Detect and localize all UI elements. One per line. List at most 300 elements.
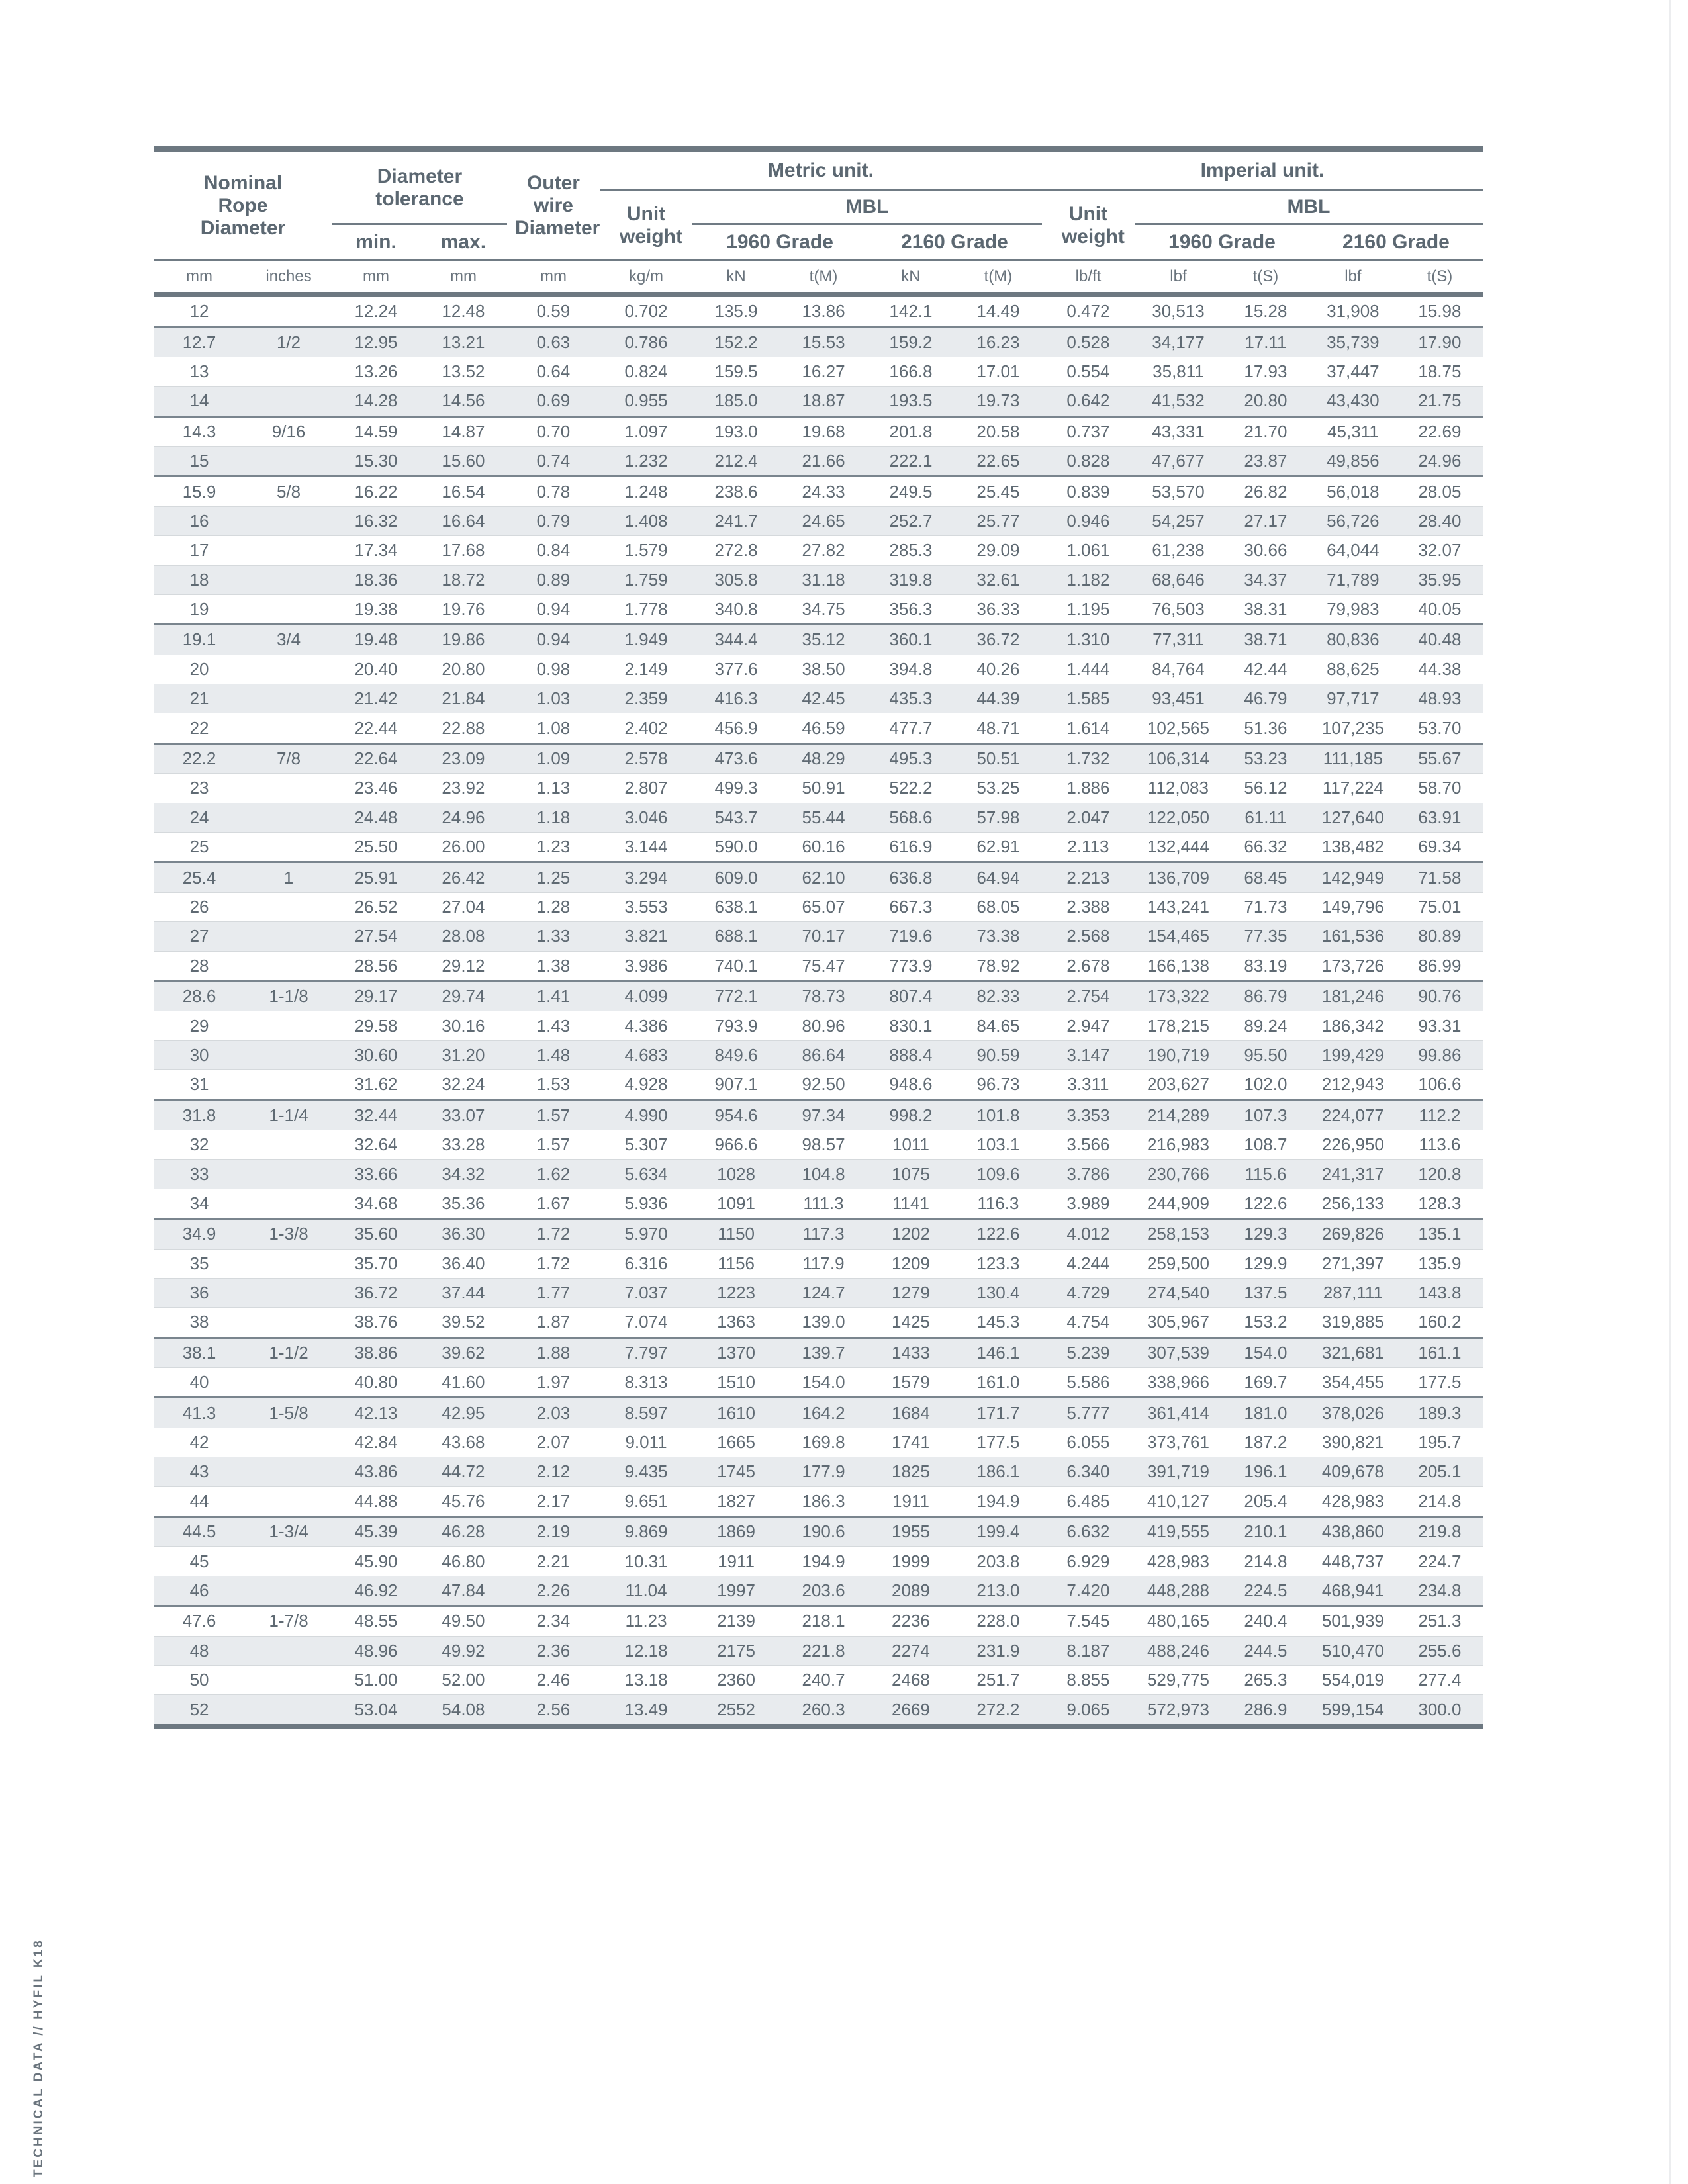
table-cell: 34 (154, 1189, 245, 1218)
table-cell: 55.44 (780, 803, 867, 832)
table-cell: 90.59 (955, 1040, 1042, 1069)
table-cell: 2089 (867, 1576, 955, 1606)
table-cell: 1741 (867, 1428, 955, 1457)
table-cell: 12.7 (154, 327, 245, 357)
table-cell: 244.5 (1222, 1636, 1309, 1665)
table-cell: 1.77 (507, 1278, 600, 1307)
table-cell: 1999 (867, 1547, 955, 1576)
table-cell (245, 684, 332, 713)
table-cell: 46.92 (332, 1576, 420, 1606)
table-cell (245, 1189, 332, 1218)
table-cell: 102,565 (1135, 713, 1222, 743)
table-cell: 19.68 (780, 416, 867, 446)
table-cell: 23 (154, 774, 245, 803)
table-cell: 101.8 (955, 1100, 1042, 1130)
table-cell: 0.69 (507, 387, 600, 416)
table-cell (245, 803, 332, 832)
table-cell: 1075 (867, 1160, 955, 1189)
table-cell: 205.4 (1222, 1486, 1309, 1516)
table-cell: 107.3 (1222, 1100, 1309, 1130)
tolerance-max-header: max. (440, 231, 487, 253)
table-cell: 8.855 (1042, 1665, 1135, 1694)
table-cell: 196.1 (1222, 1457, 1309, 1486)
table-cell: 3.147 (1042, 1040, 1135, 1069)
table-cell: 1363 (692, 1308, 780, 1338)
table-cell: 50.51 (955, 743, 1042, 773)
table-cell: 64,044 (1309, 536, 1397, 565)
table-cell: 54,257 (1135, 506, 1222, 535)
table-cell: 16.27 (780, 357, 867, 386)
table-cell: 16 (154, 506, 245, 535)
table-cell: 43 (154, 1457, 245, 1486)
table-cell: 849.6 (692, 1040, 780, 1069)
table-cell: 84,764 (1135, 655, 1222, 684)
table-cell: 9.065 (1042, 1695, 1135, 1727)
table-cell: 2.213 (1042, 862, 1135, 892)
table-cell (245, 1249, 332, 1278)
unit-cell: t(M) (955, 261, 1042, 295)
table-cell: 86.64 (780, 1040, 867, 1069)
table-cell: 1.43 (507, 1011, 600, 1040)
table-cell: 3.821 (600, 922, 692, 951)
table-cell: 28.40 (1397, 506, 1483, 535)
table-row (154, 774, 1483, 803)
table-cell: 15.28 (1222, 295, 1309, 327)
table-cell: 84.65 (955, 1011, 1042, 1040)
table-cell: 27 (154, 922, 245, 951)
table-cell: 1.579 (600, 536, 692, 565)
table-cell: 77.35 (1222, 922, 1309, 951)
table-cell: 13.86 (780, 295, 867, 327)
table-cell: 22.69 (1397, 416, 1483, 446)
table-cell: 1091 (692, 1189, 780, 1218)
table-row (154, 922, 1483, 951)
table-cell: 56,726 (1309, 506, 1397, 535)
table-cell: 1.732 (1042, 743, 1135, 773)
table-cell: 6.929 (1042, 1547, 1135, 1576)
table-cell: 159.5 (692, 357, 780, 386)
table-cell: 3.046 (600, 803, 692, 832)
table-cell: 12.48 (420, 295, 507, 327)
table-cell: 53.04 (332, 1695, 420, 1727)
table-cell: 448,737 (1309, 1547, 1397, 1576)
metric-grade-2160-header: 2160 Grade (901, 231, 1008, 253)
table-cell: 1.87 (507, 1308, 600, 1338)
table-cell: 29.58 (332, 1011, 420, 1040)
table-cell: 0.472 (1042, 295, 1135, 327)
table-cell: 42.44 (1222, 655, 1309, 684)
table-cell: 149,796 (1309, 892, 1397, 921)
table-cell: 177.5 (955, 1428, 1042, 1457)
table-row (154, 295, 1483, 327)
table-cell: 1.97 (507, 1368, 600, 1398)
table-cell: 68,646 (1135, 565, 1222, 594)
table-cell: 1.759 (600, 565, 692, 594)
table-cell: 143,241 (1135, 892, 1222, 921)
unit-cell: t(S) (1222, 261, 1309, 295)
table-cell: 30.60 (332, 1040, 420, 1069)
table-cell: 34.68 (332, 1189, 420, 1218)
table-cell: 2.03 (507, 1398, 600, 1428)
table-row (154, 1636, 1483, 1665)
table-cell: 272.2 (955, 1695, 1042, 1727)
table-cell: 213.0 (955, 1576, 1042, 1606)
table-row (154, 655, 1483, 684)
table-cell: 138,482 (1309, 833, 1397, 862)
table-cell: 554,019 (1309, 1665, 1397, 1694)
table-cell: 49.50 (420, 1606, 507, 1636)
table-cell: 9.011 (600, 1428, 692, 1457)
table-cell: 340.8 (692, 594, 780, 624)
table-cell: 186.1 (955, 1457, 1042, 1486)
table-row (154, 1011, 1483, 1040)
table-cell: 488,246 (1135, 1636, 1222, 1665)
table-cell: 1.72 (507, 1219, 600, 1249)
table-cell: 419,555 (1135, 1517, 1222, 1547)
table-cell: 1.33 (507, 922, 600, 951)
table-row (154, 625, 1483, 655)
table-cell: 6.340 (1042, 1457, 1135, 1486)
imperial-grade-1960-header: 1960 Grade (1168, 231, 1276, 253)
table-cell: 1202 (867, 1219, 955, 1249)
table-cell: 26.52 (332, 892, 420, 921)
table-cell: 194.9 (955, 1486, 1042, 1516)
table-cell (245, 536, 332, 565)
table-header (154, 152, 1483, 295)
imperial-mbl-header: MBL (1135, 191, 1483, 224)
table-cell: 16.32 (332, 506, 420, 535)
table-cell: 117.3 (780, 1219, 867, 1249)
table-row (154, 743, 1483, 773)
table-cell: 0.955 (600, 387, 692, 416)
table-cell: 2360 (692, 1665, 780, 1694)
table-cell: 241.7 (692, 506, 780, 535)
table-row (154, 1457, 1483, 1486)
table-cell: 688.1 (692, 922, 780, 951)
table-cell: 190,719 (1135, 1040, 1222, 1069)
table-cell: 1-7/8 (245, 1606, 332, 1636)
table-cell: 108.7 (1222, 1130, 1309, 1159)
table-cell: 203.8 (955, 1547, 1042, 1576)
table-cell: 1.061 (1042, 536, 1135, 565)
table-cell: 137.5 (1222, 1278, 1309, 1307)
table-top-rule (154, 146, 1483, 152)
table-cell (245, 357, 332, 386)
table-cell: 30.16 (420, 1011, 507, 1040)
table-cell: 5.634 (600, 1160, 692, 1189)
table-cell: 20.80 (420, 655, 507, 684)
table-cell: 300.0 (1397, 1695, 1483, 1727)
table-cell: 3.311 (1042, 1070, 1135, 1100)
table-cell: 47.84 (420, 1576, 507, 1606)
table-cell: 2.113 (1042, 833, 1135, 862)
table-cell: 599,154 (1309, 1695, 1397, 1727)
table-cell: 41.60 (420, 1368, 507, 1398)
table-cell: 75.47 (780, 951, 867, 981)
table-cell: 44.72 (420, 1457, 507, 1486)
table-cell: 122,050 (1135, 803, 1222, 832)
table-cell: 28.6 (154, 981, 245, 1011)
table-cell: 448,288 (1135, 1576, 1222, 1606)
table-cell: 361,414 (1135, 1398, 1222, 1428)
table-cell (245, 774, 332, 803)
table-cell: 409,678 (1309, 1457, 1397, 1486)
table-cell (245, 1011, 332, 1040)
table-cell: 51.36 (1222, 713, 1309, 743)
table-cell: 48.96 (332, 1636, 420, 1665)
table-cell: 28.56 (332, 951, 420, 981)
table-cell: 1.248 (600, 477, 692, 506)
table-cell: 240.7 (780, 1665, 867, 1694)
table-cell: 2.754 (1042, 981, 1135, 1011)
table-cell: 2669 (867, 1695, 955, 1727)
table-cell: 123.3 (955, 1249, 1042, 1278)
table-cell: 21.70 (1222, 416, 1309, 446)
table-cell: 271,397 (1309, 1249, 1397, 1278)
metric-unit-weight-header: Unit weight (620, 203, 682, 248)
table-cell: 154,465 (1135, 922, 1222, 951)
table-cell: 166,138 (1135, 951, 1222, 981)
table-cell: 181,246 (1309, 981, 1397, 1011)
table-cell: 24.48 (332, 803, 420, 832)
table-cell: 106.6 (1397, 1070, 1483, 1100)
table-cell: 135.9 (692, 295, 780, 327)
table-row (154, 951, 1483, 981)
table-cell: 0.63 (507, 327, 600, 357)
table-cell: 116.3 (955, 1189, 1042, 1218)
table-cell: 2.678 (1042, 951, 1135, 981)
table-cell: 2.402 (600, 713, 692, 743)
table-cell: 22.64 (332, 743, 420, 773)
table-cell: 173,322 (1135, 981, 1222, 1011)
table-cell: 28.08 (420, 922, 507, 951)
table-cell: 260.3 (780, 1695, 867, 1727)
table-cell: 1911 (692, 1547, 780, 1576)
table-cell: 807.4 (867, 981, 955, 1011)
table-cell: 53,570 (1135, 477, 1222, 506)
table-cell: 53.23 (1222, 743, 1309, 773)
imperial-unit-weight-header: Unit weight (1061, 203, 1125, 248)
table-cell: 135.9 (1397, 1249, 1483, 1278)
table-cell: 8.187 (1042, 1636, 1135, 1665)
table-cell: 1141 (867, 1189, 955, 1218)
table-cell (245, 951, 332, 981)
table-cell: 0.946 (1042, 506, 1135, 535)
table-cell: 53.25 (955, 774, 1042, 803)
unit-cell: t(S) (1397, 261, 1483, 295)
table-cell: 117.9 (780, 1249, 867, 1278)
unit-cell: lbf (1309, 261, 1397, 295)
table-cell: 4.754 (1042, 1308, 1135, 1338)
table-cell: 1-1/8 (245, 981, 332, 1011)
table-cell: 616.9 (867, 833, 955, 862)
table-cell: 480,165 (1135, 1606, 1222, 1636)
table-cell: 1.585 (1042, 684, 1135, 713)
table-cell: 1.444 (1042, 655, 1135, 684)
table-cell: 45.39 (332, 1517, 420, 1547)
table-cell: 40.48 (1397, 625, 1483, 655)
table-cell: 39.52 (420, 1308, 507, 1338)
unit-cell: kN (867, 261, 955, 295)
table-cell: 29.74 (420, 981, 507, 1011)
table-cell: 456.9 (692, 713, 780, 743)
table-cell: 772.1 (692, 981, 780, 1011)
table-cell: 62.91 (955, 833, 1042, 862)
unit-cell: t(M) (780, 261, 867, 295)
table-row (154, 833, 1483, 862)
table-cell: 4.928 (600, 1070, 692, 1100)
table-cell: 0.59 (507, 295, 600, 327)
table-cell: 71.73 (1222, 892, 1309, 921)
table-cell: 34,177 (1135, 327, 1222, 357)
table-cell: 18 (154, 565, 245, 594)
table-cell: 83.19 (1222, 951, 1309, 981)
table-cell (245, 922, 332, 951)
table-cell: 80.96 (780, 1011, 867, 1040)
table-cell: 86.79 (1222, 981, 1309, 1011)
table-cell: 305.8 (692, 565, 780, 594)
table-cell: 43.68 (420, 1428, 507, 1457)
table-cell: 25.77 (955, 506, 1042, 535)
units-row (154, 261, 1483, 295)
page-edge (1669, 0, 1671, 2184)
table-cell: 394.8 (867, 655, 955, 684)
unit-cell: inches (245, 261, 332, 295)
table-cell: 259,500 (1135, 1249, 1222, 1278)
table-cell (245, 892, 332, 921)
table-cell: 46 (154, 1576, 245, 1606)
table-cell: 256,133 (1309, 1189, 1397, 1218)
table-cell: 216,983 (1135, 1130, 1222, 1159)
table-cell: 3.294 (600, 862, 692, 892)
table-cell: 171.7 (955, 1398, 1042, 1428)
table-cell: 13 (154, 357, 245, 386)
table-cell (245, 565, 332, 594)
table-cell: 15.30 (332, 446, 420, 476)
table-cell: 66.32 (1222, 833, 1309, 862)
table-cell: 377.6 (692, 655, 780, 684)
table-cell: 38.71 (1222, 625, 1309, 655)
table-cell: 251.7 (955, 1665, 1042, 1694)
table-cell (245, 387, 332, 416)
table-cell: 1-1/2 (245, 1338, 332, 1367)
table-cell: 7.074 (600, 1308, 692, 1338)
table-cell: 88,625 (1309, 655, 1397, 684)
table-cell: 33 (154, 1160, 245, 1189)
table-cell: 40 (154, 1368, 245, 1398)
table-cell: 19.73 (955, 387, 1042, 416)
table-cell: 28.05 (1397, 477, 1483, 506)
table-cell: 20.40 (332, 655, 420, 684)
table-cell: 226,950 (1309, 1130, 1397, 1159)
table-cell: 590.0 (692, 833, 780, 862)
table-cell: 49.92 (420, 1636, 507, 1665)
table-cell: 1.09 (507, 743, 600, 773)
table-cell: 181.0 (1222, 1398, 1309, 1428)
table-cell: 373,761 (1135, 1428, 1222, 1457)
unit-cell: kN (692, 261, 780, 295)
table-cell: 6.485 (1042, 1486, 1135, 1516)
table-cell: 5.936 (600, 1189, 692, 1218)
table-cell: 286.9 (1222, 1695, 1309, 1727)
table-cell: 18.36 (332, 565, 420, 594)
table-cell: 319,885 (1309, 1308, 1397, 1338)
table-cell: 18.75 (1397, 357, 1483, 386)
table-cell: 2.34 (507, 1606, 600, 1636)
table-cell: 128.3 (1397, 1189, 1483, 1218)
table-cell: 249.5 (867, 477, 955, 506)
table-cell: 14.3 (154, 416, 245, 446)
table-cell: 231.9 (955, 1636, 1042, 1665)
table-cell: 47,677 (1135, 446, 1222, 476)
table-cell: 36.72 (332, 1278, 420, 1307)
table-cell: 186,342 (1309, 1011, 1397, 1040)
table-cell: 36 (154, 1278, 245, 1307)
table-row (154, 1695, 1483, 1727)
table-cell: 240.4 (1222, 1606, 1309, 1636)
table-cell: 199,429 (1309, 1040, 1397, 1069)
table-cell: 9.869 (600, 1517, 692, 1547)
table-cell: 501,939 (1309, 1606, 1397, 1636)
table-cell: 2552 (692, 1695, 780, 1727)
table-cell: 1579 (867, 1368, 955, 1398)
table-cell: 0.737 (1042, 416, 1135, 446)
table-cell: 12.18 (600, 1636, 692, 1665)
table-cell (245, 1695, 332, 1727)
table-cell: 1433 (867, 1338, 955, 1367)
table-cell: 203,627 (1135, 1070, 1222, 1100)
table-cell: 27.04 (420, 892, 507, 921)
table-cell: 38 (154, 1308, 245, 1338)
table-cell: 274,540 (1135, 1278, 1222, 1307)
table-cell: 510,470 (1309, 1636, 1397, 1665)
table-cell: 354,455 (1309, 1368, 1397, 1398)
table-cell: 21.84 (420, 684, 507, 713)
table-cell: 1.57 (507, 1100, 600, 1130)
table-cell: 65.07 (780, 892, 867, 921)
table-cell: 3.353 (1042, 1100, 1135, 1130)
table-cell: 177.5 (1397, 1368, 1483, 1398)
table-cell: 43,430 (1309, 387, 1397, 416)
table-cell: 78.92 (955, 951, 1042, 981)
table-cell: 238.6 (692, 477, 780, 506)
table-cell: 830.1 (867, 1011, 955, 1040)
table-cell: 166.8 (867, 357, 955, 386)
table-row (154, 1606, 1483, 1636)
table-cell: 25 (154, 833, 245, 862)
table-row (154, 506, 1483, 535)
table-cell: 793.9 (692, 1011, 780, 1040)
table-cell: 224.5 (1222, 1576, 1309, 1606)
table-cell: 8.313 (600, 1368, 692, 1398)
table-cell: 20.80 (1222, 387, 1309, 416)
table-cell: 543.7 (692, 803, 780, 832)
table-cell: 15.60 (420, 446, 507, 476)
table-cell: 26.42 (420, 862, 507, 892)
table-cell: 390,821 (1309, 1428, 1397, 1457)
table-cell: 25.50 (332, 833, 420, 862)
table-cell: 102.0 (1222, 1070, 1309, 1100)
table-cell: 45.90 (332, 1547, 420, 1576)
table-cell: 4.683 (600, 1040, 692, 1069)
table-cell: 160.2 (1397, 1308, 1483, 1338)
table-cell: 7.037 (600, 1278, 692, 1307)
table-cell: 0.78 (507, 477, 600, 506)
table-cell: 120.8 (1397, 1160, 1483, 1189)
table-cell: 0.828 (1042, 446, 1135, 476)
table-cell: 1745 (692, 1457, 780, 1486)
table-row (154, 1665, 1483, 1694)
